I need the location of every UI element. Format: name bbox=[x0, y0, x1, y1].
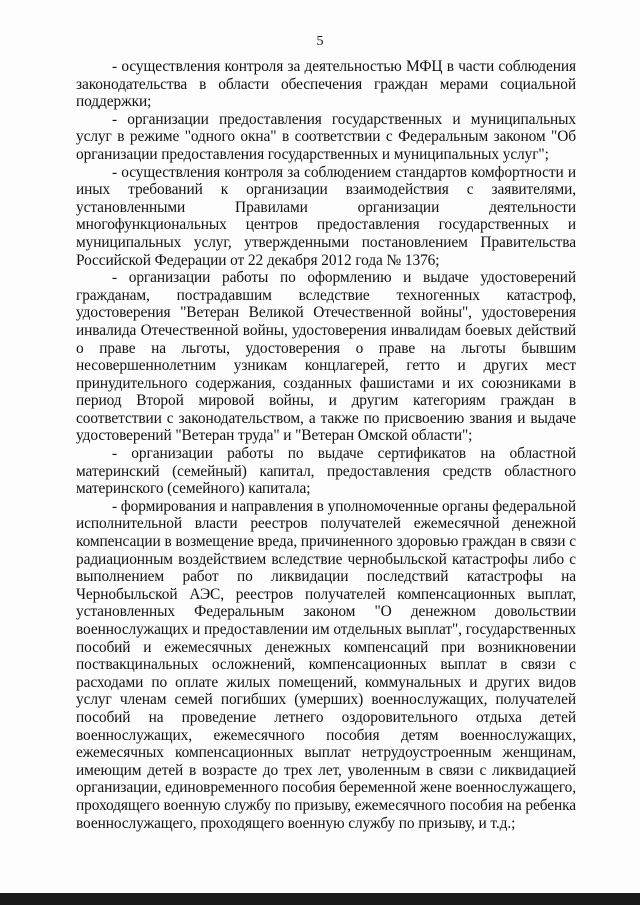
list-item-one-window: - организации предоставления государственных и муниципальных услуг в режиме "одного окна" в соответствии с Федеральным законом "Об организации предоставления государственных и муниципальных услуг"; bbox=[76, 110, 576, 163]
list-item-mfc-control: - осуществления контроля за деятельностью МФЦ в части соблюдения законодательства в области обеспечения граждан мерами социальной поддержки; bbox=[76, 58, 576, 111]
list-item-registries: - формирования и направления в уполномоченные органы федеральной исполнительной власти реестров получателей ежемесячной денежной компенсации в возмещение вреда, причиненного здоровью граждан в связи с радиационным воздействием вследствие чернобыльской катастрофы либо с выполнением работ по ликвидации последствий катастрофы на Чернобыльской АЭС, реестров получателей компенсационных выплат, установленных Федеральным законом "О денежном довольствии военнослужащих и предоставлении им отдельных выплат", государственных пособий и ежемесячных денежных компенсаций при возникновении поствакцинальных осложнений, компенсационных выплат в связи с расходами по оплате жилых помещений, коммунальных и других видов услуг членам семей погибших (умерших) военнослужащих, получателей пособий на проведение летнего оздоровительного отдыха детей военнослужащих, ежемесячного пособия детям военнослужащих, ежемесячных компенсационных выплат нетрудоустроенным женщинам, имеющим детей в возрасте до трех лет, уволенным в связи с ликвидацией организации, единовременного пособия беременной жене военнослужащего, проходящего военную службу по призыву, ежемесячного пособия на ребенка военнослужащего, проходящего военную службу по призыву, и т.д.; bbox=[76, 497, 576, 832]
document-body bbox=[76, 58, 576, 832]
scan-edge-bar bbox=[0, 893, 640, 905]
list-item-certificates-veterans: - организации работы по оформлению и выдаче удостоверений гражданам, пострадавшим вследствие техногенных катастроф, удостоверения "Ветеран Великой Отечественной войны", удостоверения инвалида Отечественной войны, удостоверения инвалидам боевых действий о праве на льготы, удостоверения о праве на льготы бывшим несовершеннолетним узникам концлагерей, гетто и других мест принудительного содержания, созданных фашистами и их союзниками в период Второй мировой войны, и другим категориям граждан в соответствии с законодательством, а также по присвоению звания и выдаче удостоверений "Ветеран труда" и "Ветеран Омской области"; bbox=[76, 269, 576, 445]
page-number: 5 bbox=[316, 34, 324, 49]
list-item-comfort-standards: - осуществления контроля за соблюдением стандартов комфортности и иных требований к организации взаимодействия с заявителями, установленными Правилами организации деятельности многофункциональных центров предоставления государственных и муниципальных услуг, утвержденными постановлением Правительства Российской Федерации от 22 декабря 2012 года № 1376; bbox=[76, 163, 576, 269]
list-item-maternity-capital: - организации работы по выдаче сертификатов на областной материнский (семейный) капитал, предоставления средств областного материнского (семейного) капитала; bbox=[76, 445, 576, 498]
